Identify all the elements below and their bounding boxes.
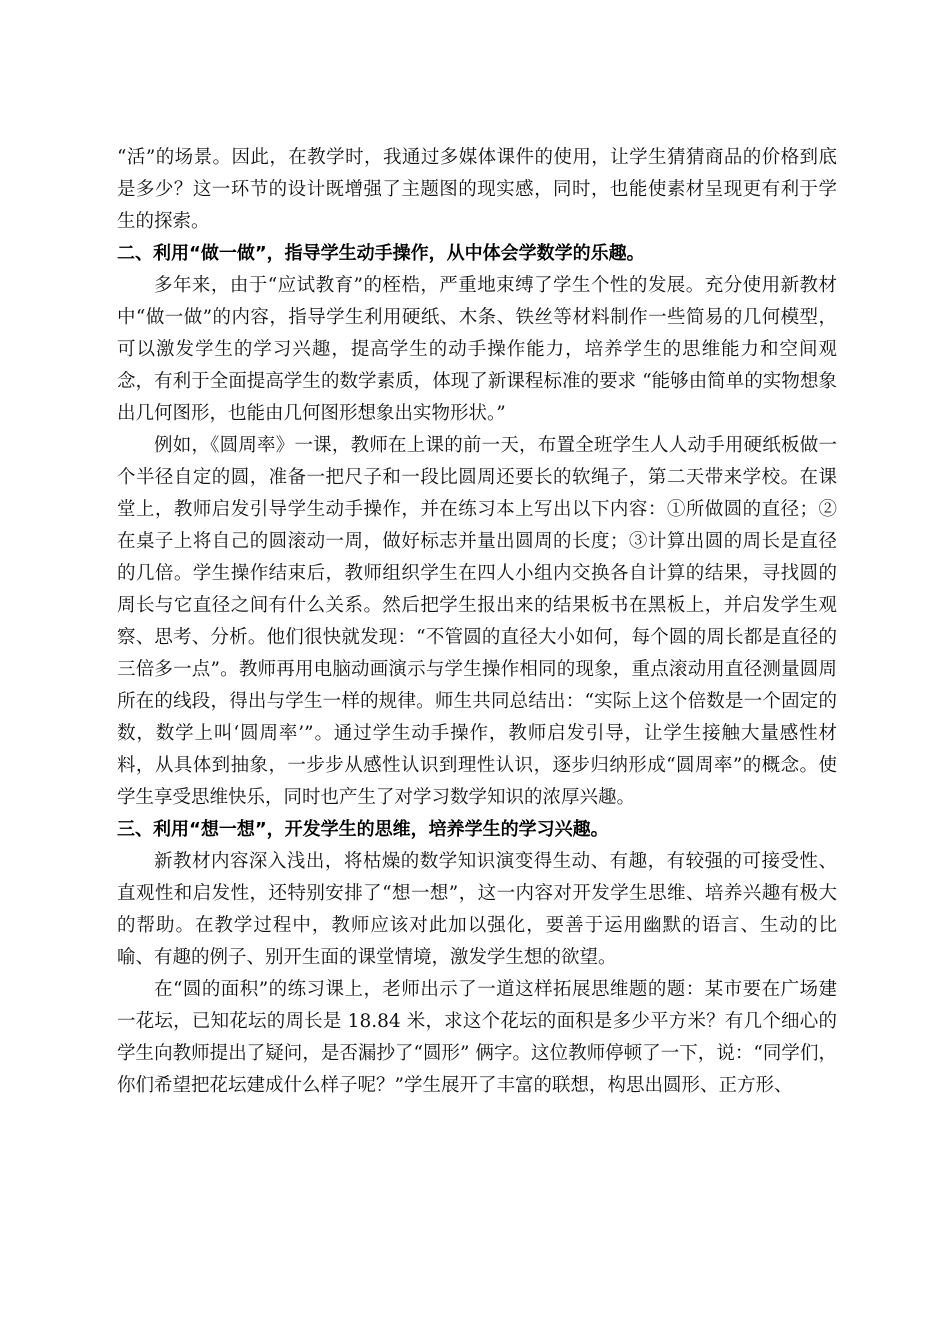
paragraph-exam-education: 多年来，由于“应试教育”的桎梏，严重地束缚了学生个性的发展。充分使用新教材中“做一做”的内容，指导学生利用硬纸、木条、铁丝等材料制作一些简易的几何模型，可以激发学生的学习兴趣，提高学生的动手操作能力，培养学生的思维能力和空间观念，有利于全面提高学生的数学素质，体现了新课程标准的要求 “能够由简单的实物想象出几何图形，也能由几何图形想象出实物形状。”: [117, 275, 837, 424]
section-heading-3: 三、利用“想一想”，开发学生的思维，培养学生的学习兴趣。: [117, 819, 609, 840]
paragraph-circle-area-example: 在“圆的面积”的练习课上，老师出示了一道这样拓展思维题的题：某市要在广场建一花坛，已知花坛的周长是 18.84 米，求这个花坛的面积是多少平方米？有几个细心的学生向教师提出了疑问，是否漏抄了“圆形” 俩字。这位教师停顿了一下，说：“同学们，你们希望把花坛建成什么样子呢？”学生展开了丰富的联想，构思出圆形、正方形、: [117, 979, 837, 1096]
paragraph-new-textbook: 新教材内容深入浅出，将枯燥的数学知识演变得生动、有趣，有较强的可接受性、直观性和启发性，还特别安排了“想一想”，这一内容对开发学生思维、培养兴趣有极大的帮助。在教学过程中，教师应该对此加以强化，要善于运用幽默的语言、生动的比喻、有趣的例子、别开生面的课堂情境，激发学生想的欲望。: [117, 851, 837, 968]
document-page: [117, 142, 837, 1102]
paragraph-pi-lesson-example: 例如，《圆周率》一课，教师在上课的前一天，布置全班学生人人动手用硬纸板做一个半径自定的圆，准备一把尺子和一段比圆周还要长的软绳子，第二天带来学校。在课堂上，教师启发引导学生动手操作，并在练习本上写出以下内容：①所做圆的直径；②在桌子上将自己的圆滚动一周，做好标志并量出圆周的长度；③计算出圆的周长是直径的几倍。学生操作结束后，教师组织学生在四人小组内交换各自计算的结果，寻找圆的周长与它直径之间有什么关系。然后把学生报出来的结果板书在黑板上，并启发学生观察、思考、分析。他们很快就发现：“不管圆的直径大小如何，每个圆的周长都是直径的三倍多一点”。教师再用电脑动画演示与学生操作相同的现象，重点滚动用直径测量圆周所在的线段，得出与学生一样的规律。师生共同总结出：“实际上这个倍数是一个固定的数，数学上叫‘圆周率’”。通过学生动手操作，教师启发引导，让学生接触大量感性材料，从具体到抽象，一步步从感性认识到理性认识，逐步归纳形成“圆周率”的概念。使学生享受思维快乐，同时也产生了对学习数学知识的浓厚兴趣。: [117, 435, 837, 808]
section-heading-2: 二、利用“做一做”，指导学生动手操作，从中体会学数学的乐趣。: [117, 243, 645, 264]
paragraph-intro-continuation: “活”的场景。因此，在教学时，我通过多媒体课件的使用，让学生猜猜商品的价格到底是多少？这一环节的设计既增强了主题图的现实感，同时，也能使素材呈现更有利于学生的探索。: [117, 147, 837, 232]
